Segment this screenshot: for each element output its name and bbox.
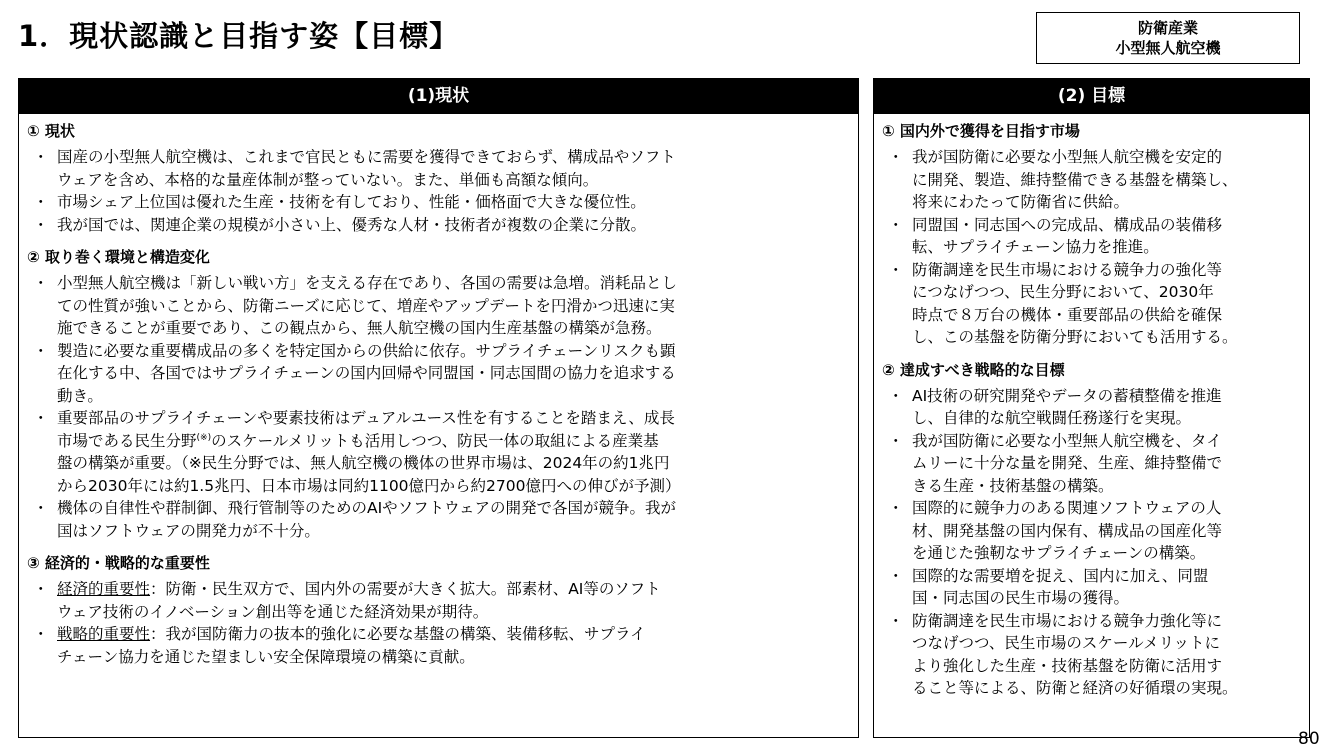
underlined-term: 経済的重要性 — [57, 580, 151, 598]
bullet-item: ・ 国産の小型無人航空機は、これまで官民ともに需要を獲得できておらず、構成品やソフト ウェアを含め、本格的な量産体制が整っていない。また、単価も高額な傾向。 — [29, 146, 858, 191]
bullet-list — [882, 385, 1309, 700]
bullet-item: ・ 経済的重要性：防衛・民生双方で、国内外の需要が大きく拡大。部素材、AI等のソフト ウェア技術のイノベーション創出等を通じた経済効果が期待。 — [29, 578, 858, 623]
page-number: 80 — [1298, 729, 1320, 749]
bullet-item: ・ 我が国防衛に必要な小型無人航空機を安定的 に開発、製造、維持整備できる基盤を構築し、 将来にわたって防衛省に供給。 — [884, 146, 1309, 214]
bullet-item: ・ 市場シェア上位国は優れた生産・技術を有しており、性能・価格面で大きな優位性。 — [29, 191, 858, 214]
bullet-item: ・ 戦略的重要性：我が国防衛力の抜本的強化に必要な基盤の構築、装備移転、サプライ チェーン協力を通じた望ましい安全保障環境の構築に貢献。 — [29, 623, 858, 668]
bullet-item: ・ 国際的に競争力のある関連ソフトウェアの人 材、開発基盤の国内保有、構成品の国産化等 を通じた強靭なサプライチェーンの構築。 — [884, 497, 1309, 565]
bullet-item: ・ 重要部品のサプライチェーンや要素技術はデュアルユース性を有することを踏まえ、成長 市場である民生分野(※)のスケールメリットも活用しつつ、防民一体の取組による産業基 盤の構築が重要。（※民生分野では、無人航空機の機体の世界市場は、2024年の約1兆円 から2030年には約1.5兆円、日本市場は同約1100億円から約2700億円への伸びが予測） — [29, 407, 858, 497]
footnote-marker: (※) — [196, 432, 212, 443]
page-title: 1．現状認識と目指す姿【目標】 — [18, 19, 460, 53]
section-title: ② 達成すべき戦略的な目標 — [882, 360, 1065, 379]
bullet-item: ・ 防衛調達を民生市場における競争力強化等に つなげつつ、民生市場のスケールメリットに より強化した生産・技術基盤を防衛に活用す ること等による、防衛と経済の好循環の実現。 — [884, 610, 1309, 700]
section-title: ③ 経済的・戦略的な重要性 — [27, 554, 210, 572]
bullet-list — [27, 578, 858, 668]
bullet-list — [27, 272, 858, 542]
goals-header: (2) 目標 — [874, 79, 1309, 114]
bullet-item: ・ 同盟国・同志国への完成品、構成品の装備移 転、サプライチェーン協力を推進。 — [884, 214, 1309, 259]
section-title: ② 取り巻く環境と構造変化 — [27, 248, 210, 266]
category-tag-line2: 小型無人航空機 — [1115, 39, 1221, 57]
bullet-item: ・ 小型無人航空機は「新しい戦い方」を支える存在であり、各国の需要は急増。消耗品とし ての性質が強いことから、防衛ニーズに応じて、増産やアップデートを円滑かつ迅速に実 施できることが重要であり、この観点から、無人航空機の国内生産基盤の構築が急務。 — [29, 272, 858, 340]
goals-panel — [873, 78, 1310, 738]
bullet-item: ・ 国際的な需要増を捉え、国内に加え、同盟 国・同志国の民生市場の獲得。 — [884, 565, 1309, 610]
bullet-item: ・ 製造に必要な重要構成品の多くを特定国からの供給に依存。サプライチェーンリスクも顕 在化する中、各国ではサプライチェーンの国内回帰や同盟国・同志国間の協力を追求する 動き。 — [29, 340, 858, 408]
bullet-item: ・ 防衛調達を民生市場における競争力の強化等 につなげつつ、民生分野において、2030年 時点で８万台の機体・重要部品の供給を確保 し、この基盤を防衛分野においても活用する。 — [884, 259, 1309, 349]
category-tag — [1036, 12, 1300, 64]
bullet-list — [27, 146, 858, 236]
underlined-term: 戦略的重要性 — [57, 625, 151, 643]
bullet-item: ・ 我が国防衛に必要な小型無人航空機を、タイ ムリーに十分な量を開発、生産、維持整備で きる生産・技術基盤の構築。 — [884, 430, 1309, 498]
bullet-item: ・ 我が国では、関連企業の規模が小さい上、優秀な人材・技術者が複数の企業に分散。 — [29, 214, 858, 237]
bullet-item: ・ AI技術の研究開発やデータの蓄積整備を推進 し、自律的な航空戦闘任務遂行を実現。 — [884, 385, 1309, 430]
current-status-panel — [18, 78, 859, 738]
bullet-list — [882, 146, 1309, 349]
section-title: ① 国内外で獲得を目指す市場 — [882, 122, 1080, 140]
category-tag-line1: 防衛産業 — [1137, 19, 1198, 37]
section-title: ① 現状 — [27, 122, 75, 140]
current-status-header: (1)現状 — [19, 79, 858, 114]
bullet-item: ・ 機体の自律性や群制御、飛行管制等のためのAIやソフトウェアの開発で各国が競争。我が 国はソフトウェアの開発力が不十分。 — [29, 497, 858, 542]
